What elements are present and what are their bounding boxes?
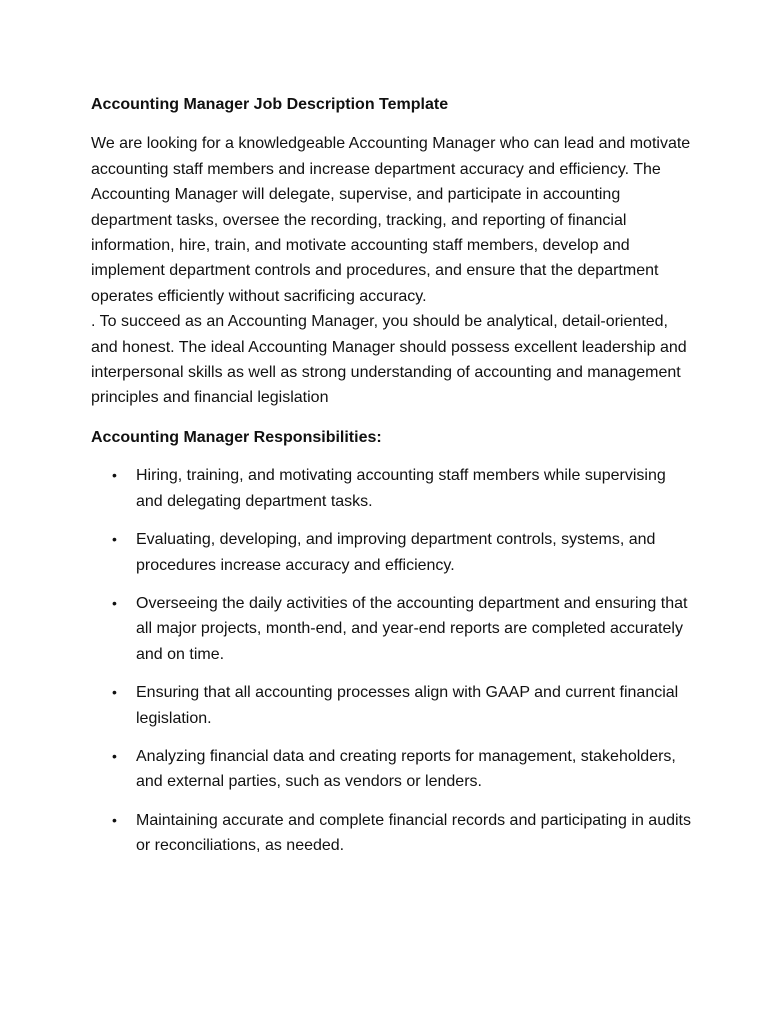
bullet-icon: •: [112, 594, 117, 611]
list-item: [91, 527, 691, 578]
list-item-text: Overseeing the daily activities of the accounting department and ensuring that all major projects, month-end, and year-end reports are completed accurately and on time.: [136, 594, 688, 663]
list-item-text: Ensuring that all accounting processes align with GAAP and current financial legislation.: [136, 684, 679, 727]
list-item-text: Analyzing financial data and creating reports for management, stakeholders, and external parties, such as vendors or lenders.: [136, 747, 676, 791]
bullet-icon: •: [112, 684, 117, 701]
list-item-text: Hiring, training, and motivating accounting staff members while supervising and delegating department tasks.: [136, 467, 666, 510]
document-page: [91, 92, 691, 872]
list-item-text: Maintaining accurate and complete financial records and participating in audits or reconciliations, as needed.: [136, 811, 691, 855]
bullet-icon: •: [112, 747, 117, 764]
bullet-icon: •: [112, 467, 117, 484]
list-item: [91, 744, 691, 795]
bullet-icon: •: [112, 811, 117, 828]
list-item: [91, 680, 691, 731]
intro-paragraph: We are looking for a knowledgeable Accounting Manager who can lead and motivate accounting staff members and increase department accuracy and efficiency. The Accounting Manager will delegate, supervise, and participate in accounting department tasks, oversee the recording, tracking, and reporting of financial information, hire, train, and motivate accounting staff members, develop and implement department controls and procedures, and ensure that the department operates efficiently without sacrificing accuracy.: [91, 135, 691, 305]
list-item-text: Evaluating, developing, and improving department controls, systems, and procedures increase accuracy and efficiency.: [136, 531, 656, 574]
responsibilities-heading: Accounting Manager Responsibilities:: [91, 428, 382, 446]
document-title: Accounting Manager Job Description Template: [91, 96, 449, 113]
intro-section: [91, 131, 691, 410]
intro-paragraph: . To succeed as an Accounting Manager, you should be analytical, detail-oriented, and honest. The ideal Accounting Manager should possess excellent leadership and interpersonal skills as well as strong understanding of accounting and management principles and financial legislation: [91, 313, 687, 407]
bullet-icon: •: [112, 531, 117, 548]
list-item: [91, 808, 691, 859]
responsibilities-list: [91, 463, 691, 858]
list-item: [91, 591, 691, 667]
list-item: [91, 463, 691, 514]
